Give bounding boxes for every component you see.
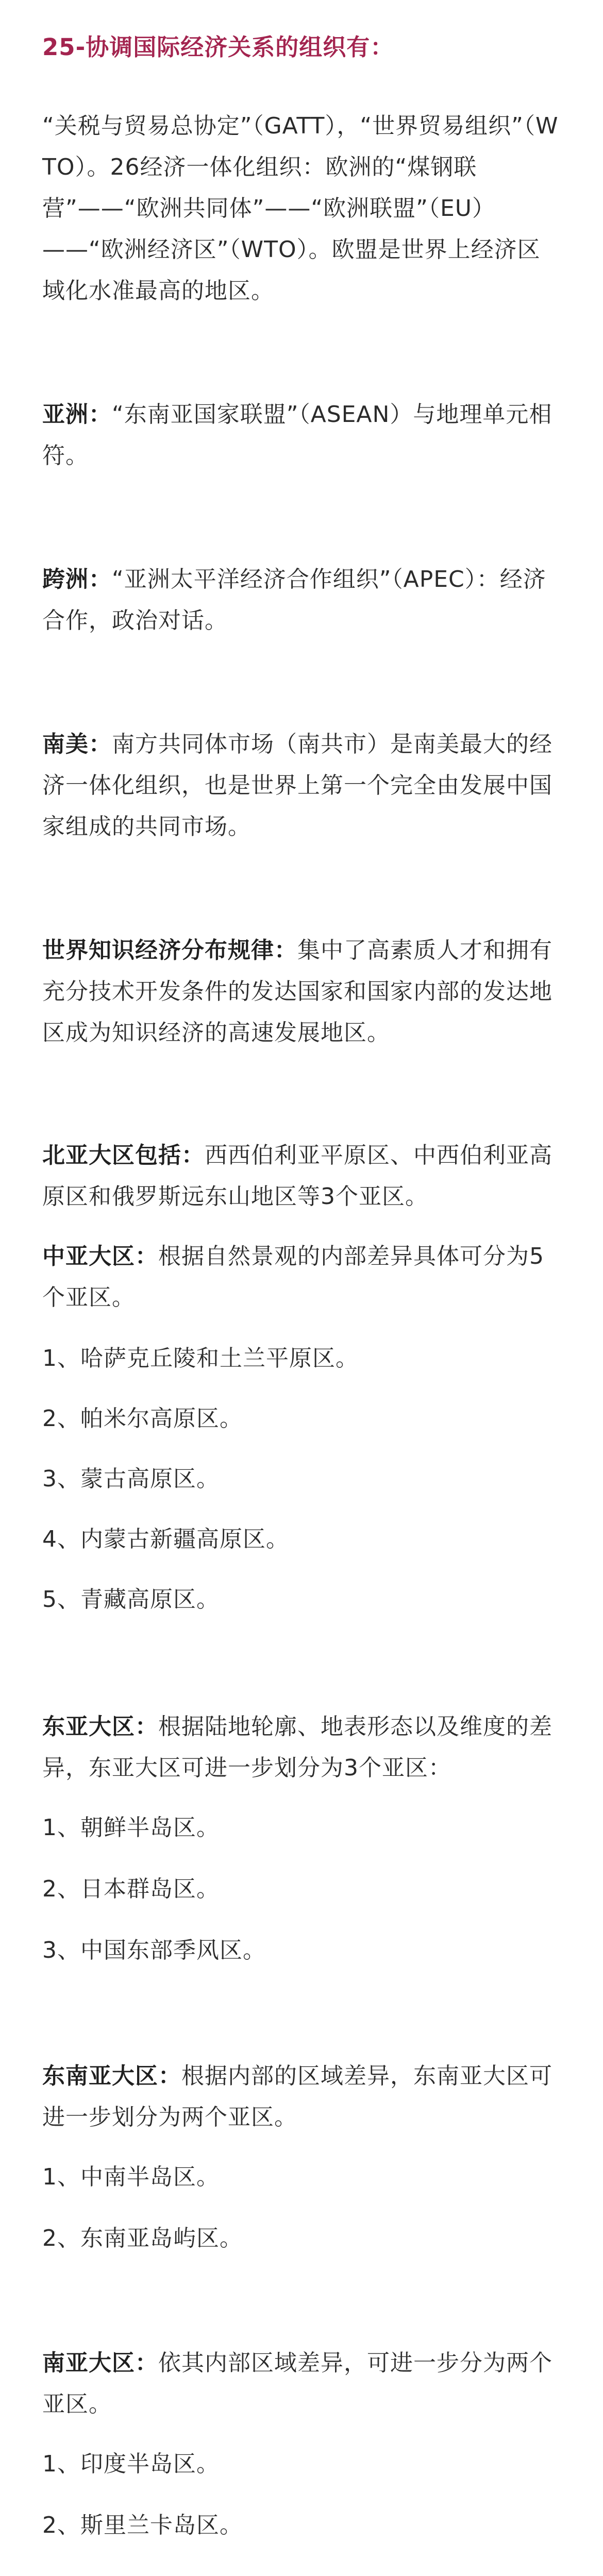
list-item: 1、印度半岛区。 xyxy=(42,2451,220,2477)
list-item: 3、蒙古高原区。 xyxy=(42,1466,220,1492)
paragraph-text: 根据内部的区域差异，东南亚大区可进一步划分为两个亚区。 xyxy=(42,2063,552,2130)
paragraph-lead: 跨洲： xyxy=(42,566,112,592)
list-item: 4、内蒙古新疆高原区。 xyxy=(42,1526,289,1552)
paragraph-knowledge-economy xyxy=(42,930,563,1054)
paragraph-text: 依其内部区域差异，可进一步分为两个亚区。 xyxy=(42,2350,552,2417)
paragraph-east-asia xyxy=(42,1706,563,1789)
paragraph-asia xyxy=(42,394,563,477)
paragraph-text: 南方共同体市场（南共市）是南美最大的经济一体化组织，也是世界上第一个完全由发展中国家组成的共同市场。 xyxy=(42,731,552,840)
list-item: 1、朝鲜半岛区。 xyxy=(42,1815,220,1841)
list-item: 1、哈萨克丘陵和土兰平原区。 xyxy=(42,1345,359,1371)
paragraph-south-america xyxy=(42,724,563,848)
intro-paragraph: “关税与贸易总协定”（GATT），“世界贸易组织”（WTO）。26经济一体化组织：欧洲的“煤钢联营”——“欧洲共同体”——“欧洲联盟”（EU）——“欧洲经济区”（WTO）。欧盟是世界上经济区域化水准最高的地区。 xyxy=(42,113,559,304)
paragraph-text: 根据自然景观的内部差异具体可分为5个亚区。 xyxy=(42,1243,544,1311)
list-item: 2、帕米尔高原区。 xyxy=(42,1405,243,1432)
paragraph-south-asia xyxy=(42,2343,563,2425)
paragraph-text: 集中了高素质人才和拥有充分技术开发条件的发达国家和国家内部的发达地区成为知识经济的高速发展地区。 xyxy=(42,937,552,1046)
paragraph-lead: 南亚大区： xyxy=(42,2350,158,2376)
paragraph-north-asia xyxy=(42,1135,563,1217)
list-item: 3、中国东部季风区。 xyxy=(42,1937,266,1963)
paragraph-southeast-asia xyxy=(42,2056,563,2138)
paragraph-text: 西西伯利亚平原区、中西伯利亚高原区和俄罗斯远东山地区等3个亚区。 xyxy=(42,1142,552,1210)
paragraph-cross-continent xyxy=(42,559,563,641)
list-item: 2、斯里兰卡岛区。 xyxy=(42,2512,243,2538)
paragraph-lead: 亚洲： xyxy=(42,401,112,428)
paragraph-lead: 东南亚大区： xyxy=(42,2063,181,2089)
paragraph-lead: 北亚大区包括： xyxy=(42,1142,205,1168)
list-item: 2、东南亚岛屿区。 xyxy=(42,2225,243,2251)
paragraph-lead: 南美： xyxy=(42,731,112,757)
paragraph-lead: 世界知识经济分布规律： xyxy=(42,937,297,963)
paragraph-central-asia xyxy=(42,1236,563,1318)
list-item: 1、中南半岛区。 xyxy=(42,2164,220,2190)
paragraph-lead: 东亚大区： xyxy=(42,1714,158,1740)
list-item: 5、青藏高原区。 xyxy=(42,1586,220,1613)
paragraph-lead: 中亚大区： xyxy=(42,1243,158,1269)
paragraph-text: “亚洲太平洋经济合作组织”（APEC）：经济合作，政治对话。 xyxy=(42,566,546,634)
list-item: 2、日本群岛区。 xyxy=(42,1876,220,1902)
paragraph-text: “东南亚国家联盟”（ASEAN）与地理单元相符。 xyxy=(42,401,552,469)
section-title: 25-协调国际经济关系的组织有： xyxy=(42,33,394,61)
paragraph-text: 根据陆地轮廓、地表形态以及维度的差异，东亚大区可进一步划分为3个亚区： xyxy=(42,1714,552,1781)
